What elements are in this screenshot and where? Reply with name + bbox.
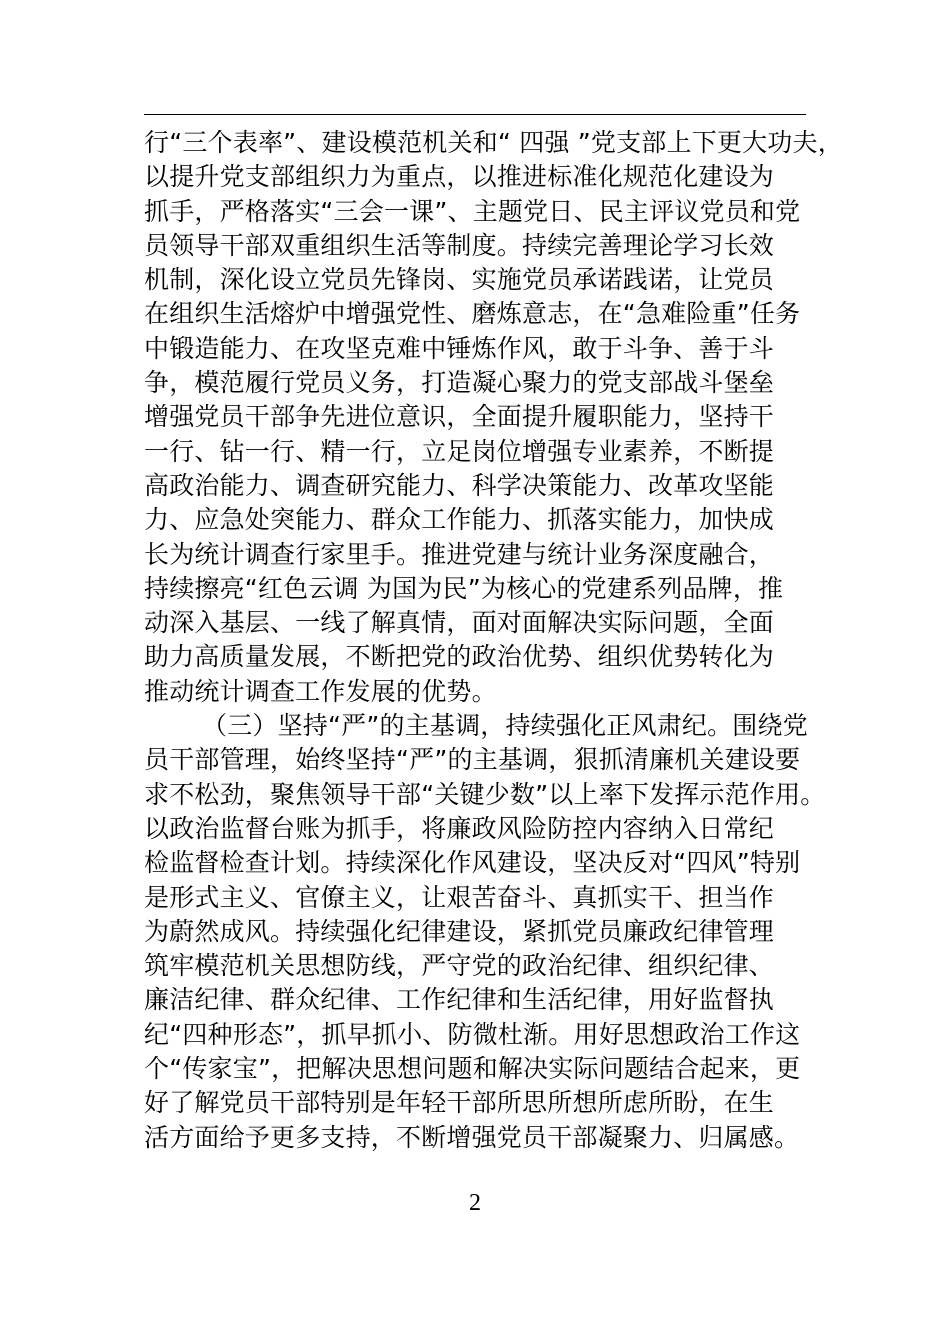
- text-line: 争，模范履行党员义务，打造凝心聚力的党支部战斗堡垒: [144, 368, 775, 398]
- text-line: 纪“四种形态”，抓早抓小、防微杜渐。用好思想政治工作这: [144, 1019, 801, 1049]
- text-line: 廉洁纪律、群众纪律、工作纪律和生活纪律，用好监督执: [144, 985, 775, 1015]
- text-line: 员干部管理，始终坚持“严”的主基调，狠抓清廉机关建设要: [144, 745, 801, 775]
- page-number: 2: [469, 1190, 481, 1216]
- header-rule: [144, 114, 806, 115]
- text-line: 是形式主义、官僚主义，让艰苦奋斗、真抓实干、担当作: [144, 882, 775, 912]
- text-line: 行“三个表率”、建设模范机关和“ 四强 ”党支部上下更大功夫，: [144, 128, 843, 157]
- text-line: 员领导干部双重组织生活等制度。持续完善理论学习长效: [144, 230, 775, 260]
- text-line: 机制，深化设立党员先锋岗、实施党员承诺践诺，让党员: [144, 265, 775, 295]
- text-line: 推动统计调查工作发展的优势。: [144, 676, 497, 706]
- text-line: 高政治能力、调查研究能力、科学决策能力、改革攻坚能: [144, 470, 775, 500]
- text-line: 求不松劲，聚焦领导干部“关键少数”以上率下发挥示范作用。: [144, 779, 826, 809]
- text-line: 筑牢模范机关思想防线，严守党的政治纪律、组织纪律、: [144, 951, 775, 981]
- text-line: 个“传家宝”，把解决思想问题和解决实际问题结合起来，更: [144, 1054, 801, 1084]
- text-line: 抓手，严格落实“三会一课”、主题党日、民主评议党员和党: [144, 196, 801, 226]
- text-line: 增强党员干部争先进位意识，全面提升履职能力，坚持干: [144, 402, 775, 432]
- text-line: 中锻造能力、在攻坚克难中锤炼作风，敢于斗争、善于斗: [144, 333, 775, 363]
- body-text: [144, 126, 844, 1155]
- section-heading-line: （三）坚持“严”的主基调，持续强化正风肃纪。围绕党: [202, 711, 808, 741]
- text-line: 活方面给予更多支持，不断增强党员干部凝聚力、归属感。: [144, 1122, 800, 1152]
- text-line: 力、应急处突能力、群众工作能力、抓落实能力，加快成: [144, 505, 775, 535]
- text-line: 动深入基层、一线了解真情，面对面解决实际问题，全面: [144, 608, 775, 638]
- text-line: 一行、钻一行、精一行，立足岗位增强专业素养，不断提: [144, 436, 775, 466]
- text-line: 以提升党支部组织力为重点，以推进标准化规范化建设为: [144, 162, 775, 192]
- text-line: 以政治监督台账为抓手，将廉政风险防控内容纳入日常纪: [144, 813, 775, 843]
- text-line: 持续擦亮“红色云调 为国为民”为核心的党建系列品牌，推: [144, 573, 784, 603]
- text-line: 助力高质量发展，不断把党的政治优势、组织优势转化为: [144, 642, 775, 672]
- text-line: 在组织生活熔炉中增强党性、磨炼意志，在“急难险重”任务: [144, 299, 801, 329]
- text-line: 检监督检查计划。持续深化作风建设，坚决反对“四风”特别: [144, 848, 801, 878]
- text-line: 好了解党员干部特别是年轻干部所思所想所虑所盼，在生: [144, 1088, 775, 1118]
- text-line: 长为统计调查行家里手。推进党建与统计业务深度融合，: [144, 539, 775, 569]
- text-line: 为蔚然成风。持续强化纪律建设，紧抓党员廉政纪律管理: [144, 916, 775, 946]
